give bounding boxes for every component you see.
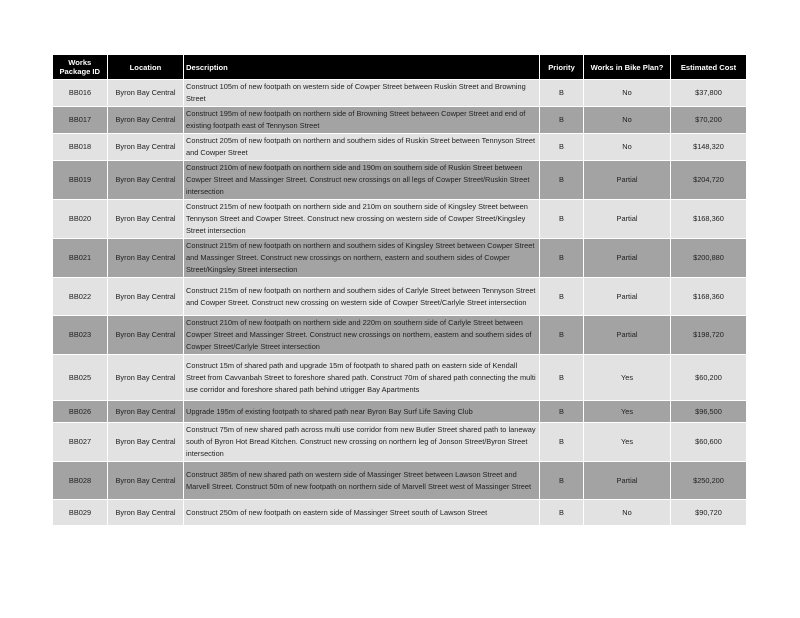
cell-estimated-cost: $90,720 <box>671 500 747 526</box>
cell-priority: B <box>540 107 584 134</box>
cell-description: Construct 250m of new footpath on eastern side of Massinger Street south of Lawson Street <box>184 500 540 526</box>
table-row <box>53 107 747 134</box>
table-header-row <box>53 55 747 80</box>
table-row <box>53 462 747 500</box>
cell-works-package-id: BB017 <box>53 107 108 134</box>
table-row <box>53 423 747 462</box>
cell-works-package-id: BB027 <box>53 423 108 462</box>
cell-priority: B <box>540 134 584 161</box>
table-row <box>53 134 747 161</box>
cell-description: Construct 15m of shared path and upgrade 15m of footpath to shared path on eastern side of Kendall Street from Cavvanbah Street to foreshore shared path. Construct 70m of shared path connecting the multi use corridor and foreshore shared path behind utrigger Bay Apartments <box>184 355 540 401</box>
cell-location: Byron Bay Central <box>108 423 184 462</box>
cell-estimated-cost: $250,200 <box>671 462 747 500</box>
cell-works-package-id: BB018 <box>53 134 108 161</box>
cell-bike-plan: Partial <box>584 239 671 278</box>
cell-bike-plan: Yes <box>584 401 671 423</box>
table-row <box>53 355 747 401</box>
cell-estimated-cost: $168,360 <box>671 200 747 239</box>
cell-bike-plan: No <box>584 500 671 526</box>
cell-priority: B <box>540 80 584 107</box>
cell-description: Construct 75m of new shared path across multi use corridor from new Butler Street shared path to laneway south of Byron Hot Bread Kitchen. Construct new crossing on northern leg of Jonson Street/Byron Street intersection <box>184 423 540 462</box>
cell-location: Byron Bay Central <box>108 80 184 107</box>
cell-works-package-id: BB021 <box>53 239 108 278</box>
cell-description: Construct 215m of new footpath on northern and southern sides of Kingsley Street between Cowper Street and Massinger Street. Construct new crossings on northern, eastern and southern sides of Cowper Street/Kingsley Street intersection <box>184 239 540 278</box>
cell-description: Construct 210m of new footpath on northern side and 220m on southern side of Carlyle Street between Cowper Street and Massinger Street. Construct new crossings on northern, eastern and southern sides of Cowper Street/Carlyle Street intersection <box>184 316 540 355</box>
cell-bike-plan: Partial <box>584 462 671 500</box>
cell-location: Byron Bay Central <box>108 316 184 355</box>
cell-location: Byron Bay Central <box>108 107 184 134</box>
cell-description: Construct 385m of new shared path on western side of Massinger Street between Lawson Street and Marvell Street. Construct 50m of new footpath on northern side of Marvell Street west of Massinger Street <box>184 462 540 500</box>
cell-works-package-id: BB029 <box>53 500 108 526</box>
cell-estimated-cost: $168,360 <box>671 278 747 316</box>
cell-location: Byron Bay Central <box>108 200 184 239</box>
table-row <box>53 80 747 107</box>
cell-works-package-id: BB025 <box>53 355 108 401</box>
header-works-package-id: Works Package ID <box>53 55 108 80</box>
cell-works-package-id: BB026 <box>53 401 108 423</box>
cell-estimated-cost: $60,600 <box>671 423 747 462</box>
table-row <box>53 500 747 526</box>
cell-priority: B <box>540 200 584 239</box>
table-row <box>53 316 747 355</box>
header-priority: Priority <box>540 55 584 80</box>
cell-description: Construct 105m of new footpath on western side of Cowper Street between Ruskin Street and Browning Street <box>184 80 540 107</box>
works-table <box>52 55 747 526</box>
cell-priority: B <box>540 423 584 462</box>
cell-bike-plan: Partial <box>584 200 671 239</box>
cell-priority: B <box>540 462 584 500</box>
cell-priority: B <box>540 239 584 278</box>
table-row <box>53 161 747 200</box>
cell-priority: B <box>540 355 584 401</box>
cell-description: Construct 215m of new footpath on northern side and 210m on southern side of Kingsley Street between Tennyson Street and Cowper Street. Construct new crossing on western side of Cowper Street/Kingsley Street intersection <box>184 200 540 239</box>
cell-works-package-id: BB023 <box>53 316 108 355</box>
header-bike-plan: Works in Bike Plan? <box>584 55 671 80</box>
cell-bike-plan: Partial <box>584 161 671 200</box>
cell-description: Construct 195m of new footpath on northern side of Browning Street between Cowper Street and end of existing footpath east of Tennyson Street <box>184 107 540 134</box>
cell-bike-plan: Partial <box>584 278 671 316</box>
cell-description: Upgrade 195m of existing footpath to shared path near Byron Bay Surf Life Saving Club <box>184 401 540 423</box>
table-row <box>53 401 747 423</box>
table-row <box>53 278 747 316</box>
cell-location: Byron Bay Central <box>108 161 184 200</box>
cell-bike-plan: No <box>584 80 671 107</box>
cell-bike-plan: No <box>584 134 671 161</box>
cell-location: Byron Bay Central <box>108 278 184 316</box>
cell-location: Byron Bay Central <box>108 134 184 161</box>
cell-priority: B <box>540 316 584 355</box>
header-estimated-cost: Estimated Cost <box>671 55 747 80</box>
cell-estimated-cost: $37,800 <box>671 80 747 107</box>
cell-priority: B <box>540 278 584 316</box>
cell-bike-plan: Yes <box>584 355 671 401</box>
header-location: Location <box>108 55 184 80</box>
cell-description: Construct 210m of new footpath on northern side and 190m on southern side of Ruskin Street between Cowper Street and Massinger Street. Construct new crossings on all legs of Cowper Street/Ruskin Street intersection <box>184 161 540 200</box>
cell-estimated-cost: $200,880 <box>671 239 747 278</box>
cell-location: Byron Bay Central <box>108 401 184 423</box>
header-description: Description <box>184 55 540 80</box>
cell-priority: B <box>540 161 584 200</box>
cell-priority: B <box>540 401 584 423</box>
cell-location: Byron Bay Central <box>108 239 184 278</box>
table-row <box>53 200 747 239</box>
cell-works-package-id: BB019 <box>53 161 108 200</box>
cell-estimated-cost: $96,500 <box>671 401 747 423</box>
cell-bike-plan: No <box>584 107 671 134</box>
cell-location: Byron Bay Central <box>108 462 184 500</box>
cell-works-package-id: BB016 <box>53 80 108 107</box>
cell-estimated-cost: $198,720 <box>671 316 747 355</box>
cell-estimated-cost: $148,320 <box>671 134 747 161</box>
cell-bike-plan: Partial <box>584 316 671 355</box>
cell-description: Construct 215m of new footpath on northern and southern sides of Carlyle Street between Tennyson Street and Cowper Street. Construct new crossing on western side of Cowper Street/Carlyle Street intersection <box>184 278 540 316</box>
cell-location: Byron Bay Central <box>108 355 184 401</box>
cell-estimated-cost: $204,720 <box>671 161 747 200</box>
cell-priority: B <box>540 500 584 526</box>
cell-location: Byron Bay Central <box>108 500 184 526</box>
cell-description: Construct 205m of new footpath on northern and southern sides of Ruskin Street between Tennyson Street and Cowper Street <box>184 134 540 161</box>
cell-estimated-cost: $60,200 <box>671 355 747 401</box>
cell-estimated-cost: $70,200 <box>671 107 747 134</box>
cell-works-package-id: BB028 <box>53 462 108 500</box>
table-row <box>53 239 747 278</box>
cell-works-package-id: BB022 <box>53 278 108 316</box>
cell-bike-plan: Yes <box>584 423 671 462</box>
cell-works-package-id: BB020 <box>53 200 108 239</box>
